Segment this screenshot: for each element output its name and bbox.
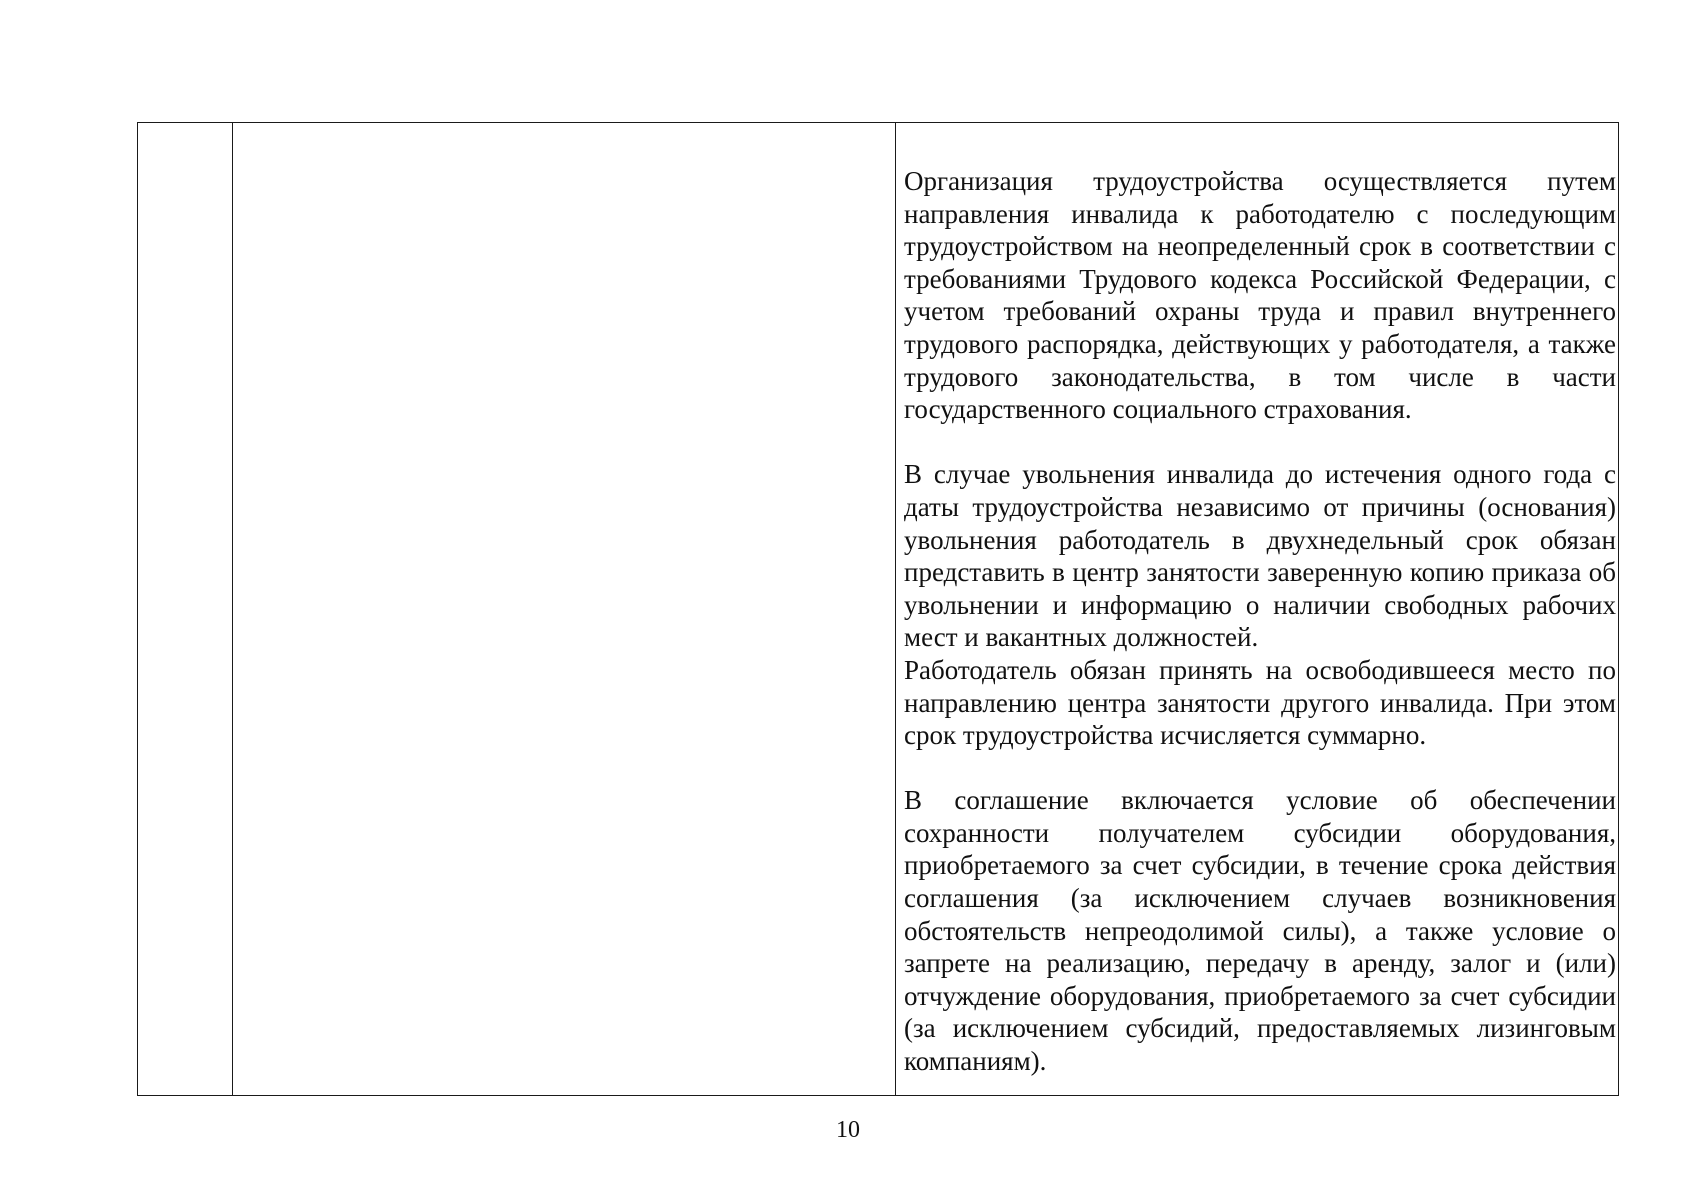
paragraph-replacement-duty: Работодатель обязан принять на освободившееся место по направлению центра занятости другого инвалида. При этом срок трудоустройства исчисляется суммарно.	[904, 654, 1616, 751]
paragraph-equipment-conditions: В соглашение включается условие об обеспечении сохранности получателем субсидии оборудования, приобретаемого за счет субсидии, в течение срока действия соглашения (за исключением случаев возникновения обстоятельств непреодолимой силы), а также условие о запрете на реализацию, передачу в аренду, залог и (или) отчуждение оборудования, приобретаемого за счет субсидии (за исключением субсидий, предоставляемых лизинговым компаниям).	[904, 785, 1616, 1077]
page-number: 10	[836, 1117, 860, 1143]
column-divider-1	[232, 123, 233, 1095]
document-table	[137, 122, 1619, 1096]
column-divider-2	[895, 123, 896, 1095]
paragraph-employment-organization: Организация трудоустройства осуществляется путем направления инвалида к работодателю с последующим трудоустройством на неопределенный срок в соответствии с требованиями Трудового кодекса Российской Федерации, с учетом требований охраны труда и правил внутреннего трудового распорядка, действующих у работодателя, а также трудового законодательства, в том числе в части государственного социального страхования.	[904, 166, 1616, 425]
paragraph-dismissal-notice: В случае увольнения инвалида до истечения одного года с даты трудоустройства независимо от причины (основания) увольнения работодатель в двухнедельный срок обязан представить в центр занятости заверенную копию приказа об увольнении и информацию о наличии свободных рабочих мест и вакантных должностей.	[904, 459, 1616, 653]
right-cell-text	[904, 165, 1616, 1078]
